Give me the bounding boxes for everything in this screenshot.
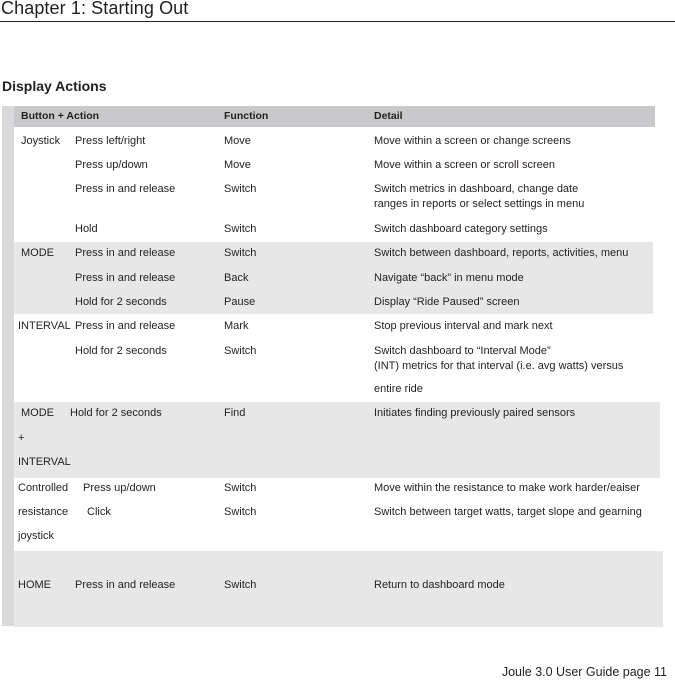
row-detail: Switch between dashboard, reports, activities, menu [374,247,629,259]
row-button-line-3: INTERVAL [18,456,71,468]
row-detail-line-2: ranges in reports or select settings in menu [374,198,585,210]
row-function: Switch [224,183,257,195]
row-action: Press in and release [75,183,176,195]
row-detail: Switch dashboard category settings [374,223,548,235]
row-action: Hold for 2 seconds [70,407,162,419]
row-detail: Stop previous interval and mark next [374,320,553,332]
row-action: Press left/right [75,135,146,147]
row-detail: Return to dashboard mode [374,579,505,591]
row-function: Mark [224,320,249,332]
row-button: Joystick [21,135,61,147]
row-function: Pause [224,296,256,308]
row-function: Find [224,407,246,419]
row-detail: Move within a screen or change screens [374,135,571,147]
row-action: Hold for 2 seconds [75,296,167,308]
column-header-function: Function [224,110,269,122]
row-function: Switch [224,579,257,591]
row-action: Click [87,506,111,518]
table-left-bar [2,106,14,626]
row-detail: Display “Ride Paused” screen [374,296,520,308]
row-detail: Switch dashboard to “Interval Mode” [374,345,551,357]
row-function: Switch [224,482,257,494]
section-title: Display Actions [2,78,107,94]
row-detail: Switch metrics in dashboard, change date [374,183,579,195]
row-button: Controlled [18,482,69,494]
page-footer: Joule 3.0 User Guide page 11 [501,665,667,679]
row-button: HOME [18,579,51,591]
row-detail: Navigate “back” in menu mode [374,272,524,284]
row-function: Move [224,135,251,147]
row-detail: Move within the resistance to make work harder/eaiser [374,482,640,494]
page-header [0,0,675,22]
row-detail: Move within a screen or scroll screen [374,159,555,171]
row-function: Switch [224,223,257,235]
row-detail-line-3: entire ride [374,383,423,395]
row-action: Press up/down [83,482,156,494]
row-action: Press in and release [75,247,176,259]
row-action: Press in and release [75,272,176,284]
chapter-title: Chapter 1: Starting Out [1,0,189,18]
row-button: INTERVAL [18,320,71,332]
row-button: MODE [21,407,54,419]
row-button-line-2: + [18,432,25,444]
table-header-row [14,106,655,127]
row-function: Switch [224,247,257,259]
row-button: resistance [18,506,69,518]
row-function: Back [224,272,249,284]
row-button: MODE [21,247,54,259]
column-header-button-action: Button + Action [21,110,100,122]
column-header-detail: Detail [374,110,403,122]
row-action: Press in and release [75,579,176,591]
row-detail-line-2: (INT) metrics for that interval (i.e. avg watts) versus [374,360,624,372]
row-action: Press in and release [75,320,176,332]
row-action: Hold for 2 seconds [75,345,167,357]
row-action: Hold [75,223,98,235]
row-button-line-2: joystick [18,530,55,542]
row-function: Switch [224,345,257,357]
row-function: Move [224,159,251,171]
row-detail: Initiates finding previously paired sensors [374,407,576,419]
row-function: Switch [224,506,257,518]
row-action: Press up/down [75,159,148,171]
row-detail: Switch between target watts, target slope and gearning [374,506,642,518]
